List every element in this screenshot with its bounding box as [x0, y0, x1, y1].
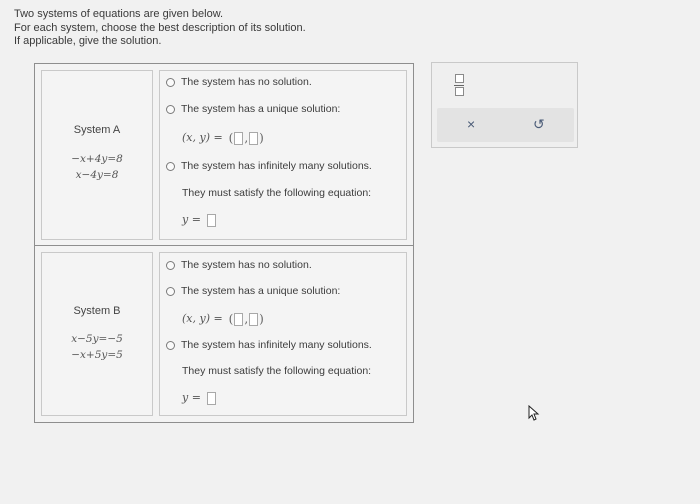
option-label: The system has a unique solution: [181, 103, 341, 115]
y-answer-box[interactable] [249, 132, 258, 145]
system-b-equation-2: −x+5y=5 [71, 349, 123, 361]
radio-button[interactable] [166, 341, 175, 350]
fraction-icon[interactable] [452, 74, 466, 96]
unique-expression: (x, y) = [182, 131, 223, 144]
instruction-line-3: If applicable, give the solution. [14, 35, 162, 47]
paren-icon: ) [259, 131, 264, 146]
ordered-pair-input[interactable] [229, 312, 264, 326]
ordered-pair-input[interactable] [229, 131, 264, 145]
system-b-option-unique[interactable] [166, 285, 340, 297]
denominator-box [455, 87, 464, 96]
x-answer-box[interactable] [234, 132, 243, 145]
fraction-bar [454, 85, 464, 86]
system-b-infinite-note: They must satisfy the following equation: [182, 365, 372, 377]
system-a-options-cell [159, 70, 407, 240]
system-a-row [35, 64, 413, 246]
system-a-option-no-solution[interactable] [166, 76, 312, 88]
option-label: The system has infinitely many solutions. [181, 339, 372, 351]
system-a-unique-answer [182, 131, 264, 145]
instructions [14, 8, 306, 49]
system-b-option-no-solution[interactable] [166, 259, 312, 271]
radio-button[interactable] [166, 78, 175, 87]
option-label: The system has a unique solution: [181, 285, 341, 297]
system-a-option-infinite[interactable] [166, 160, 372, 172]
equation-expression: y = [182, 391, 201, 404]
radio-button[interactable] [166, 261, 175, 270]
paren-icon: ) [259, 312, 264, 327]
system-b-equations-cell [41, 252, 153, 416]
instruction-line-2: For each system, choose the best description of its solution. [14, 21, 306, 34]
system-b-row [35, 246, 413, 422]
system-a-equations-cell [41, 70, 153, 240]
systems-table [34, 63, 414, 423]
system-b-label: System B [73, 305, 121, 317]
equation-answer-box[interactable] [207, 214, 216, 227]
math-toolbox [431, 62, 578, 148]
system-b-unique-answer [182, 312, 264, 326]
option-label: The system has no solution. [181, 76, 312, 88]
system-a-equation-2: x−4y=8 [75, 169, 119, 181]
unique-expression: (x, y) = [182, 312, 223, 325]
system-a-equation-1: −x+4y=8 [71, 153, 123, 165]
radio-button[interactable] [166, 162, 175, 171]
system-b-option-infinite[interactable] [166, 339, 372, 351]
option-label: The system has no solution. [181, 259, 312, 271]
system-a-label: System A [73, 124, 121, 136]
system-a-equation-answer [182, 213, 216, 227]
y-answer-box[interactable] [249, 313, 258, 326]
numerator-box [455, 74, 464, 83]
close-icon[interactable]: × [467, 116, 476, 132]
system-a-infinite-note: They must satisfy the following equation: [182, 187, 372, 199]
paren-icon: ( [228, 131, 234, 146]
comma-icon: , [244, 312, 249, 327]
option-label: The system has infinitely many solutions. [181, 160, 372, 172]
instruction-line-1: Two systems of equations are given below. [14, 8, 224, 20]
system-b-equation-1: x−5y=−5 [71, 333, 123, 345]
toolbox-action-bar [437, 108, 574, 142]
system-a-option-unique[interactable] [166, 103, 340, 115]
system-b-equation-answer [182, 391, 216, 405]
system-b-options-cell [159, 252, 407, 416]
comma-icon: , [244, 131, 249, 146]
undo-icon[interactable]: ↺ [533, 116, 545, 132]
radio-button[interactable] [166, 105, 175, 114]
paren-icon: ( [228, 312, 234, 327]
mouse-pointer-icon [528, 405, 540, 421]
equation-expression: y = [182, 213, 201, 226]
radio-button[interactable] [166, 287, 175, 296]
x-answer-box[interactable] [234, 313, 243, 326]
equation-answer-box[interactable] [207, 392, 216, 405]
